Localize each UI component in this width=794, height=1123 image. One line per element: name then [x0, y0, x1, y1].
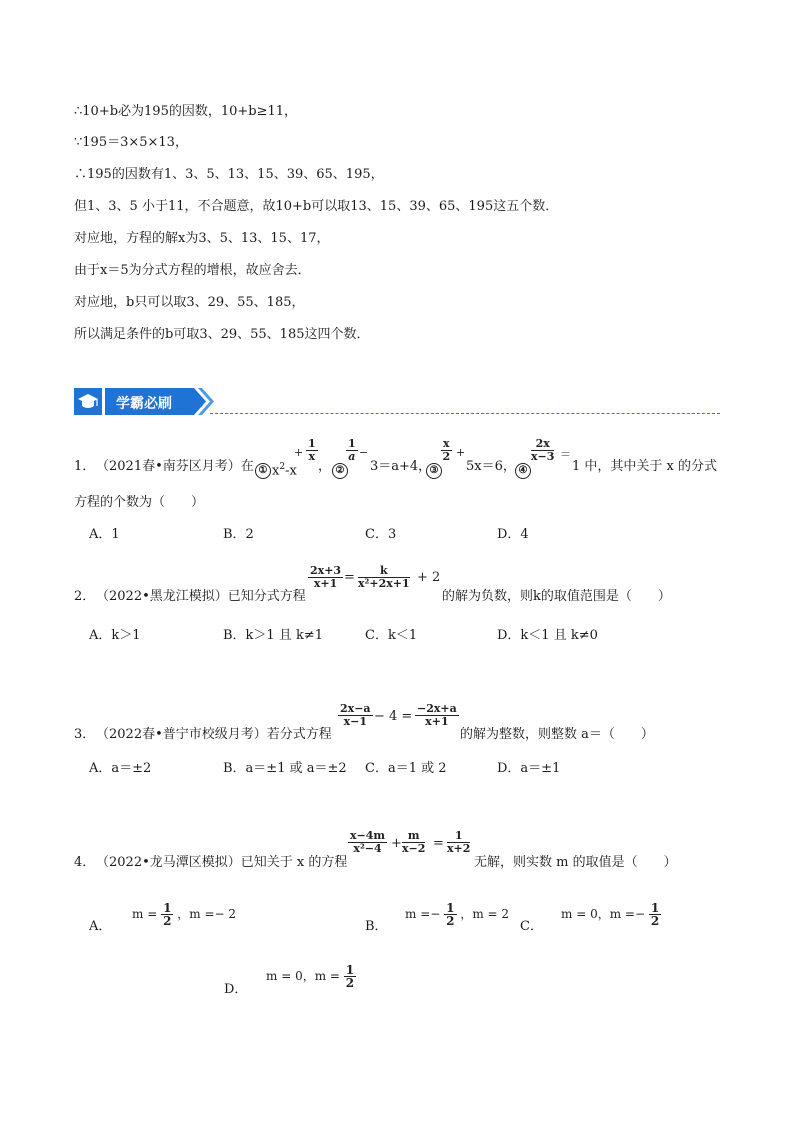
q2-tail: + 2 — [417, 570, 441, 585]
q1-number: 1． — [74, 459, 96, 474]
q2-option-d[interactable]: D．k＜1 且 k≠0 — [497, 628, 598, 643]
q1-option-c[interactable]: C．3 — [365, 527, 397, 542]
fraction: $\frac{1}{2}$ — [163, 901, 172, 928]
q3-option-d[interactable]: D．a＝±1 — [497, 761, 561, 776]
q1-expr-2-minus: − — [359, 446, 369, 459]
q3-option-a[interactable]: A．a＝±2 — [89, 761, 152, 776]
q2-source: （2022•黑龙江模拟）已知分式方程 — [96, 589, 306, 604]
q3-frac-2: $\frac{-2x+a}{x+1}$ — [417, 702, 457, 728]
section-banner — [74, 388, 216, 420]
q1-line2: 方程的个数为（ ） — [74, 495, 205, 510]
q4-eq: = — [433, 836, 444, 851]
q4-frac-1: $\frac{x-4m}{\text{x²−4}}$ — [350, 829, 386, 855]
q3-option-b[interactable]: B．a＝±1 或 a＝±2 — [223, 761, 347, 776]
q1-expr-1-plus: + — [294, 446, 304, 459]
q3-number: 3． — [74, 727, 96, 742]
q1-option-b[interactable]: B．2 — [223, 527, 254, 542]
circled-number: ③ — [426, 463, 442, 479]
solution-line: 由于x＝5为分式方程的增根，故应舍去． — [74, 263, 311, 278]
q4-option-d[interactable]: m = 0，m = $\frac{1}{2}$ — [266, 963, 355, 990]
q2-after: 的解为负数，则k的取值范围是（ ） — [442, 589, 671, 604]
q1-frac-4: $\frac{2x}{x-3}$ — [531, 437, 555, 463]
q2-option-c[interactable]: C．k＜1 — [365, 628, 418, 643]
q4-option-a[interactable]: m = $\frac{1}{2}$ ，m =− 2 — [132, 901, 237, 928]
q3-source: （2022春•普宁市校级月考）若分式方程 — [96, 727, 332, 742]
q1-expr-4-text: 1 中，其中关于 x 的分式 — [572, 459, 717, 474]
q1-source: （2021春•南芬区月考）在 — [96, 459, 254, 474]
q2-option-b[interactable]: B．k＞1 且 k≠1 — [223, 628, 324, 643]
q4-plus: + — [391, 836, 402, 851]
q2-frac-1: $\frac{2x+3}{x+1}$ — [310, 564, 342, 590]
q1-expr-3-text: 5x＝6， — [466, 459, 516, 474]
section-divider — [210, 413, 720, 414]
q4-after: 无解，则实数 m 的取值是（ ） — [474, 855, 677, 870]
solution-line: ∵195＝3×5×13， — [74, 135, 188, 150]
q4-option-b-label[interactable]: B． — [365, 919, 388, 934]
q2-number: 2． — [74, 589, 96, 604]
q4-frac-2: $\frac{m}{x-2}$ — [402, 829, 426, 855]
solution-line: ∴10+b必为195的因数，10+b≥11， — [74, 104, 298, 119]
solution-line: ∴195的因数有1、3、5、13、15、39、65、195， — [74, 167, 384, 182]
circled-number: ① — [255, 463, 271, 479]
q1-option-a[interactable]: A．1 — [89, 527, 120, 542]
q4-number: 4． — [74, 855, 96, 870]
q1-expr-4-eq: ＝ — [560, 448, 571, 461]
fraction: $\frac{1}{2}$ — [650, 901, 660, 928]
q1-frac-3: $\frac{x}{2}$ — [442, 437, 451, 463]
solution-line: 但1、3、5 小于11，不合题意，故10+b可以取13、15、39、65、195这五个数． — [74, 199, 559, 214]
q1-expr-2-text: 3＝a+4， — [370, 459, 432, 474]
section-title: 学霸必刷 — [116, 396, 172, 412]
q4-frac-3: $\frac{1}{x+2}$ — [447, 829, 471, 855]
q3-after: 的解为整数，则整数 a＝（ ） — [460, 727, 654, 742]
q4-source: （2022•龙马潭区模拟）已知关于 x 的方程 — [96, 855, 348, 870]
q2-frac-2: $\frac{k}{\text{x²+2x+1}}$ — [358, 564, 410, 590]
fraction: $\frac{1}{2}$ — [345, 963, 355, 990]
q1-option-d[interactable]: D．4 — [497, 527, 529, 542]
q4-option-a-label[interactable]: A． — [89, 919, 112, 934]
solution-line: 所以满足条件的b可取3、29、55、185这四个数． — [74, 327, 370, 342]
q4-option-c[interactable]: m = 0，m =− $\frac{1}{2}$ — [561, 901, 660, 928]
q2-option-a[interactable]: A．k＞1 — [89, 628, 141, 643]
circled-number: ② — [332, 463, 348, 479]
circled-number: ④ — [515, 463, 531, 479]
q3-frac-1: $\frac{2x-a}{x-1}$ — [340, 702, 371, 728]
q1-expr-1-text: $x^2-x$ — [272, 462, 297, 479]
solution-line: 对应地，方程的解x为3、5、13、15、17， — [74, 231, 330, 246]
q2-eq: = — [344, 570, 355, 585]
q4-option-b[interactable]: m =− $\frac{1}{2}$ ，m = 2 — [405, 901, 510, 928]
q1-frac-1: $\frac{1}{x}$ — [308, 437, 316, 463]
solution-line: 对应地，b只可以取3、29、55、185， — [74, 295, 305, 310]
q1-expr-4 — [515, 458, 532, 479]
q1-frac-2: $\frac{1}{a}$ — [348, 437, 356, 463]
q4-option-d-label[interactable]: D． — [224, 982, 248, 997]
q3-option-c[interactable]: C．a＝1 或 2 — [365, 761, 447, 776]
q1-expr-1 — [255, 458, 272, 479]
q1-expr-3-plus: + — [456, 446, 466, 459]
fraction: $\frac{1}{2}$ — [446, 901, 455, 928]
q1-sep: ， — [318, 459, 332, 474]
q4-option-c-label[interactable]: C． — [520, 919, 543, 934]
q3-mid: − 4 = — [374, 709, 413, 724]
